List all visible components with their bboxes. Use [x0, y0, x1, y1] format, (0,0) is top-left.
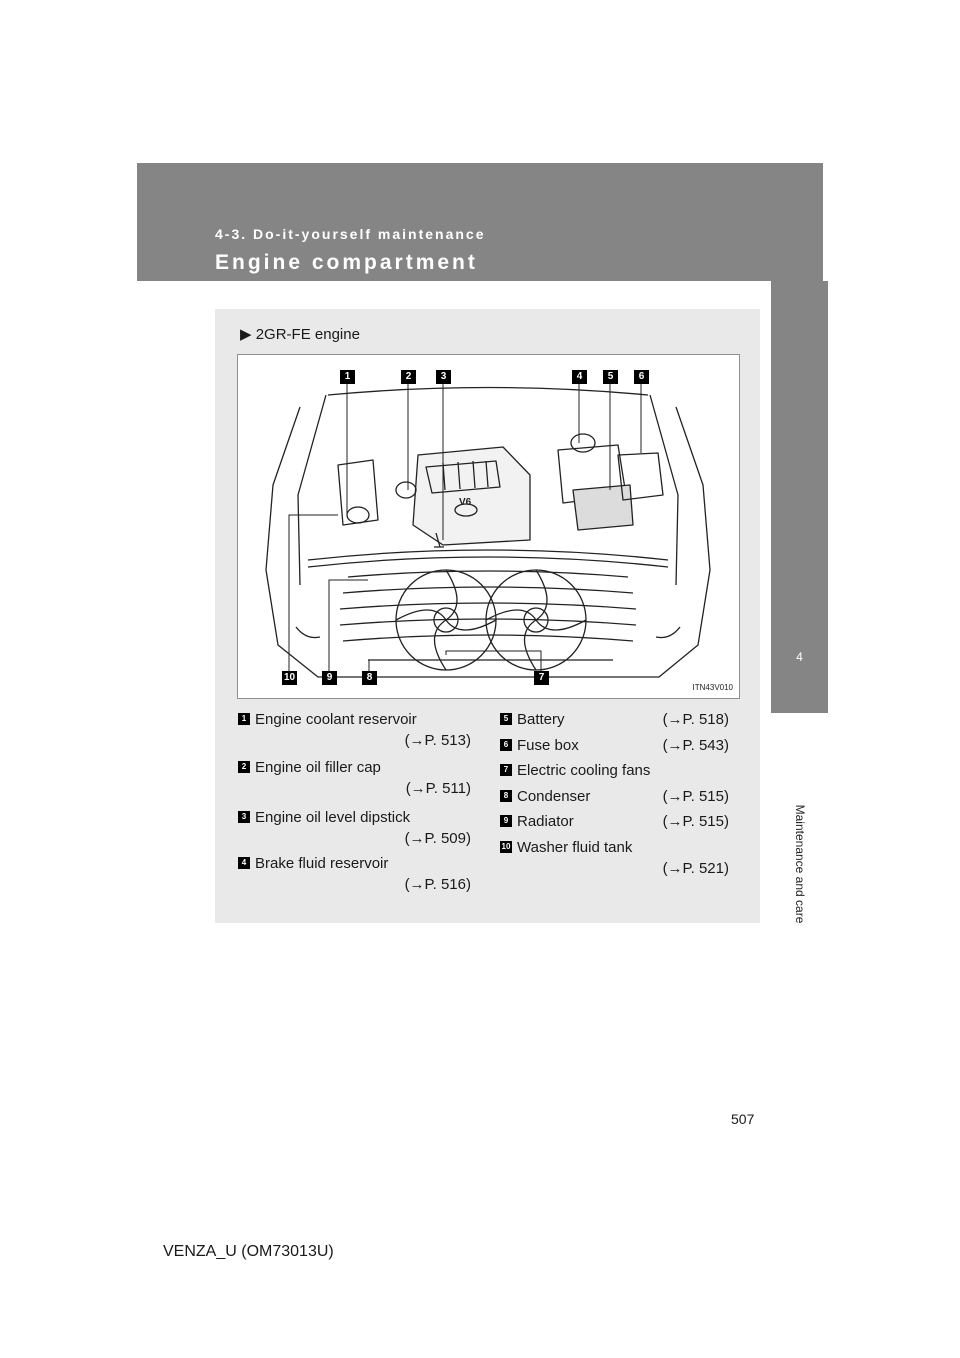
legend-page-ref: (→P. 515)	[662, 788, 729, 805]
legend-page-ref: (→P. 515)	[662, 813, 729, 830]
engine-label-text: 2GR-FE engine	[255, 326, 360, 343]
legend-item-3	[238, 808, 471, 848]
legend-page-ref: (→P. 516)	[404, 876, 471, 893]
page-number: 507	[731, 1111, 755, 1127]
callout-3: 3	[436, 370, 451, 384]
legend-item-1	[238, 710, 471, 750]
legend-number: 5	[500, 713, 512, 725]
legend-item-4	[238, 854, 471, 894]
legend-number: 6	[500, 739, 512, 751]
legend-number: 9	[500, 815, 512, 827]
chapter-label: Maintenance and care	[793, 804, 807, 924]
chapter-number: 4	[796, 650, 803, 664]
callout-7: 7	[534, 671, 549, 685]
triangle-bullet-icon: ▶	[240, 326, 252, 343]
legend-item-10	[500, 838, 729, 878]
legend-item-9	[500, 812, 729, 832]
legend-item-8	[500, 787, 729, 807]
callout-6: 6	[634, 370, 649, 384]
page-title: Engine compartment	[215, 251, 478, 274]
legend-page-ref: (→P. 518)	[662, 711, 729, 728]
legend-item-7	[500, 761, 729, 781]
legend-page-ref: (→P. 513)	[404, 732, 471, 749]
legend-number: 2	[238, 761, 250, 773]
legend-name: Battery	[517, 711, 565, 728]
legend-item-6	[500, 736, 729, 756]
legend-name: Radiator	[517, 813, 574, 830]
legend-name: Fuse box	[517, 737, 579, 754]
legend-name: Engine coolant reservoir	[255, 711, 417, 728]
engine-label	[240, 325, 360, 343]
section-title: 4-3. Do-it-yourself maintenance	[215, 226, 486, 242]
legend-number: 8	[500, 790, 512, 802]
legend-page-ref: (→P. 511)	[405, 780, 471, 797]
callout-4: 4	[572, 370, 587, 384]
legend-page-ref: (→P. 521)	[662, 860, 729, 877]
engine-emblem-text: V6	[459, 497, 472, 508]
legend-number: 4	[238, 857, 250, 869]
legend-name: Washer fluid tank	[517, 839, 633, 856]
chapter-tab	[771, 281, 828, 713]
legend-number: 3	[238, 811, 250, 823]
callout-2: 2	[401, 370, 416, 384]
legend-name: Condenser	[517, 788, 591, 805]
legend-number: 7	[500, 764, 512, 776]
content-panel	[215, 309, 760, 923]
legend-name: Engine oil level dipstick	[255, 809, 411, 826]
callout-5: 5	[603, 370, 618, 384]
engine-drawing	[238, 355, 739, 698]
figure-code: ITN43V010	[692, 683, 733, 692]
legend-name: Engine oil filler cap	[255, 759, 381, 776]
legend-page-ref: (→P. 509)	[404, 830, 471, 847]
callout-10: 10	[283, 672, 296, 683]
callout-9: 9	[322, 671, 337, 685]
legend-item-2	[238, 758, 471, 798]
document-code: VENZA_U (OM73013U)	[163, 1243, 334, 1260]
engine-illustration	[237, 354, 740, 699]
legend-number: 10	[501, 842, 511, 851]
callout-8: 8	[362, 671, 377, 685]
legend-name: Electric cooling fans	[517, 762, 651, 779]
legend-number: 1	[238, 713, 250, 725]
legend-name: Brake fluid reservoir	[255, 855, 389, 872]
legend-item-5	[500, 710, 729, 730]
callout-1: 1	[340, 370, 355, 384]
legend-page-ref: (→P. 543)	[662, 737, 729, 754]
